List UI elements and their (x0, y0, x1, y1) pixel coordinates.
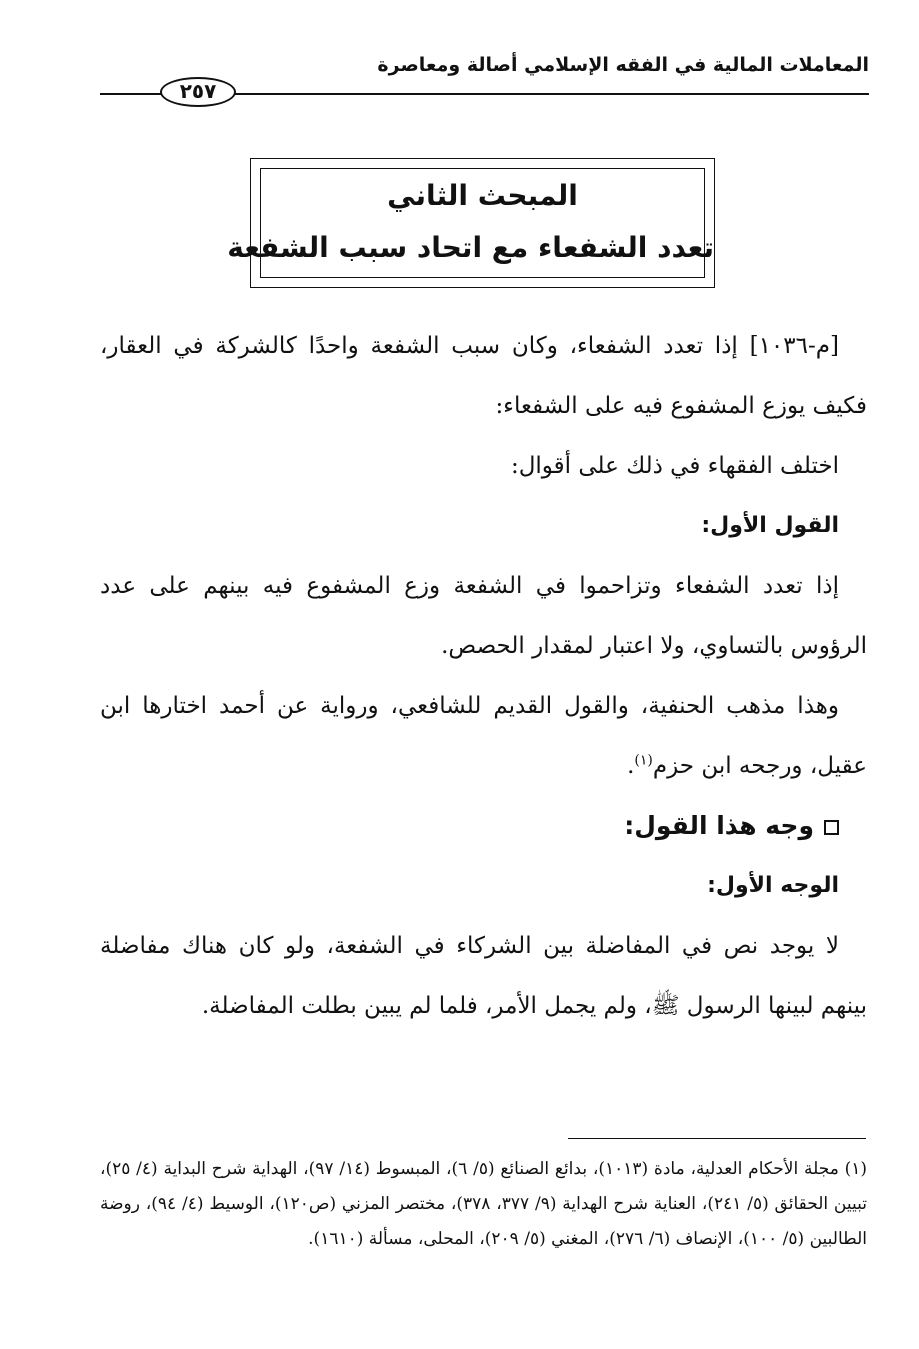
first-reason-paragraph: لا يوجد نص في المفاضلة بين الشركاء في الشفعة، ولو كان هناك مفاضلة بينهم لبينها الرسول ﷺ، ولم يجمل الأمر، فلما لم يبين بطلت المفاضلة. (100, 933, 867, 1019)
first-reason-heading: الوجه الأول: (707, 873, 839, 898)
footnote-divider (568, 1138, 866, 1139)
intro-paragraph: اختلف الفقهاء في ذلك على أقوال: (510, 453, 839, 479)
attribution-paragraph (100, 676, 867, 796)
footnote-1: (١) مجلة الأحكام العدلية، مادة (١٠١٣)، بدائع الصنائع (٥/ ٦)، المبسوط (١٤/ ٩٧)، الهداية شرح البداية (٤/ ٢٥)، تبيين الحقائق (٥/ ٢٤١)، العناية شرح الهداية (٩/ ٣٧٧، ٣٧٨)، مختصر المزني (ص١٢٠)، الوسيط (٤/ ٩٤)، روضة الطالبين (٥/ ١٠٠)، الإنصاف (٦/ ٢٧٦)، المغني (٥/ ٢٠٩)، المحلى، مسألة (١٦١٠). (100, 1159, 867, 1249)
section-label: المبحث الثاني (387, 179, 578, 212)
page-number: ٢٥٧ (160, 77, 236, 107)
footnotes (100, 1152, 867, 1257)
running-title: المعاملات المالية في الفقه الإسلامي أصالة ومعاصرة (377, 54, 869, 76)
first-opinion-heading: القول الأول: (701, 513, 839, 538)
footnote-reference[interactable]: (١) (634, 752, 653, 769)
question-paragraph: [م-١٠٣٦] إذا تعدد الشفعاء، وكان سبب الشفعة واحدًا كالشركة في العقار، فكيف يوزع المشفوع فيه على الشفعاء: (100, 333, 867, 419)
page-header (100, 48, 869, 104)
first-opinion-paragraph: إذا تعدد الشفعاء وتزاحموا في الشفعة وزع المشفوع فيه بينهم على عدد الرؤوس بالتساوي، ولا اعتبار لمقدار الحصص. (100, 573, 867, 659)
attribution-end: . (627, 753, 635, 779)
reasoning-heading-label: وجه هذا القول: (624, 811, 814, 840)
checkbox-square-icon (824, 820, 839, 835)
body-text (100, 316, 867, 1036)
section-heading-frame (227, 158, 715, 288)
attribution-text: وهذا مذهب الحنفية، والقول القديم للشافعي، ورواية عن أحمد اختارها ابن عقيل، ورجحه ابن حزم (100, 693, 867, 779)
reasoning-heading (100, 796, 867, 856)
section-title: تعدد الشفعاء مع اتحاد سبب الشفعة (227, 231, 714, 264)
